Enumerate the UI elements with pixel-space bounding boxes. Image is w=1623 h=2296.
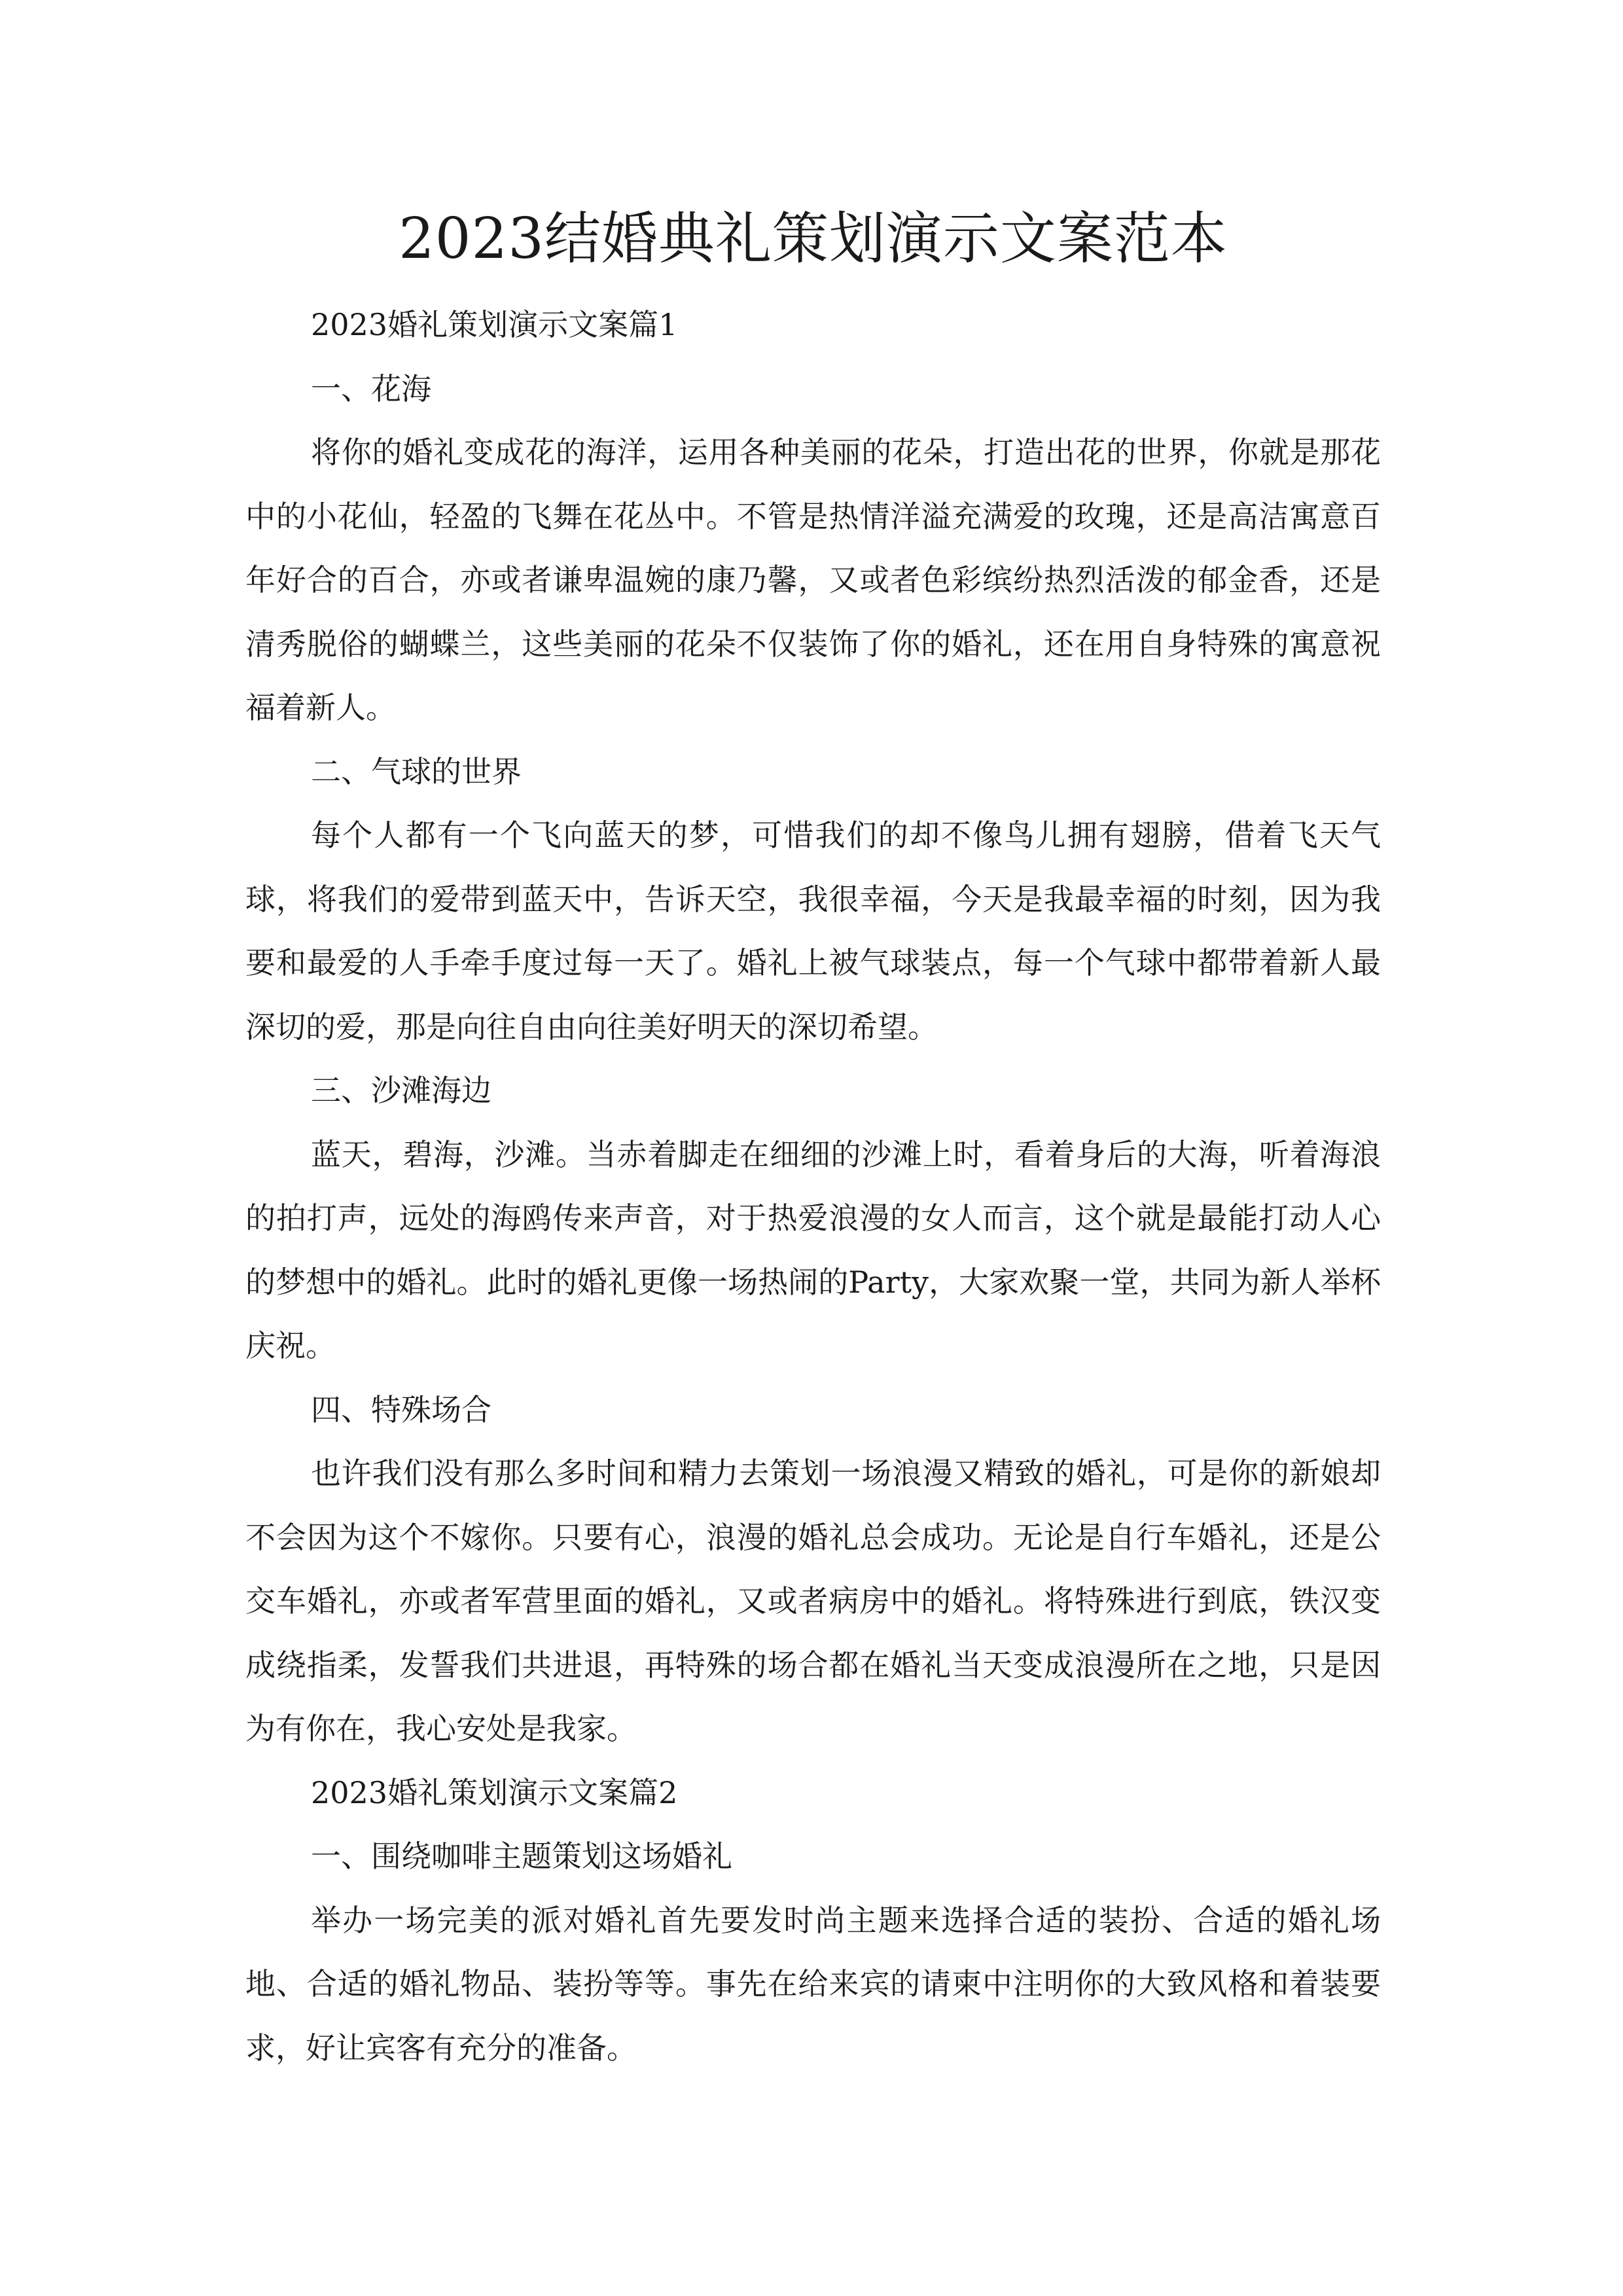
subsection-heading: 四、特殊场合	[311, 1391, 491, 1427]
document-page	[245, 196, 1381, 2080]
section-heading: 2023婚礼策划演示文案篇2	[311, 1774, 678, 1810]
subsection-heading: 一、花海	[311, 370, 431, 406]
paragraph: 蓝天，碧海，沙滩。当赤着脚走在细细的沙滩上时，看着身后的大海，听着海浪的拍打声，远处的海鸥传来声音，对于热爱浪漫的女人而言，这个就是最能打动人心的梦想中的婚礼。此时的婚礼更像一场热闹的Party，大家欢聚一堂，共同为新人举杯庆祝。	[245, 1136, 1381, 1363]
paragraph: 举办一场完美的派对婚礼首先要发时尚主题来选择合适的装扮、合适的婚礼场地、合适的婚礼物品、装扮等等。事先在给来宾的请柬中注明你的大致风格和着装要求，好让宾客有充分的准备。	[245, 1902, 1381, 2066]
paragraph: 将你的婚礼变成花的海洋，运用各种美丽的花朵，打造出花的世界，你就是那花中的小花仙，轻盈的飞舞在花丛中。不管是热情洋溢充满爱的玫瑰，还是高洁寓意百年好合的百合，亦或者谦卑温婉的康乃馨，又或者色彩缤纷热烈活泼的郁金香，还是清秀脱俗的蝴蝶兰，这些美丽的花朵不仅装饰了你的婚礼，还在用自身特殊的寓意祝福着新人。	[245, 435, 1381, 725]
section-heading: 2023婚礼策划演示文案篇1	[311, 307, 678, 342]
subsection-heading: 二、气球的世界	[311, 753, 522, 789]
paragraph: 也许我们没有那么多时间和精力去策划一场浪漫又精致的婚礼，可是你的新娘却不会因为这个不嫁你。只要有心，浪漫的婚礼总会成功。无论是自行车婚礼，还是公交车婚礼，亦或者军营里面的婚礼，又或者病房中的婚礼。将特殊进行到底，铁汉变成绕指柔，发誓我们共进退，再特殊的场合都在婚礼当天变成浪漫所在之地，只是因为有你在，我心安处是我家。	[245, 1456, 1381, 1746]
paragraph: 每个人都有一个飞向蓝天的梦，可惜我们的却不像鸟儿拥有翅膀，借着飞天气球，将我们的爱带到蓝天中，告诉天空，我很幸福，今天是我最幸福的时刻，因为我要和最爱的人手牵手度过每一天了。婚礼上被气球装点，每一个气球中都带着新人最深切的爱，那是向往自由向往美好明天的深切希望。	[245, 817, 1381, 1045]
subsection-heading: 三、沙滩海边	[311, 1073, 491, 1108]
document-title: 2023结婚典礼策划演示文案范本	[399, 206, 1228, 272]
subsection-heading: 一、围绕咖啡主题策划这场婚礼	[311, 1839, 732, 1874]
